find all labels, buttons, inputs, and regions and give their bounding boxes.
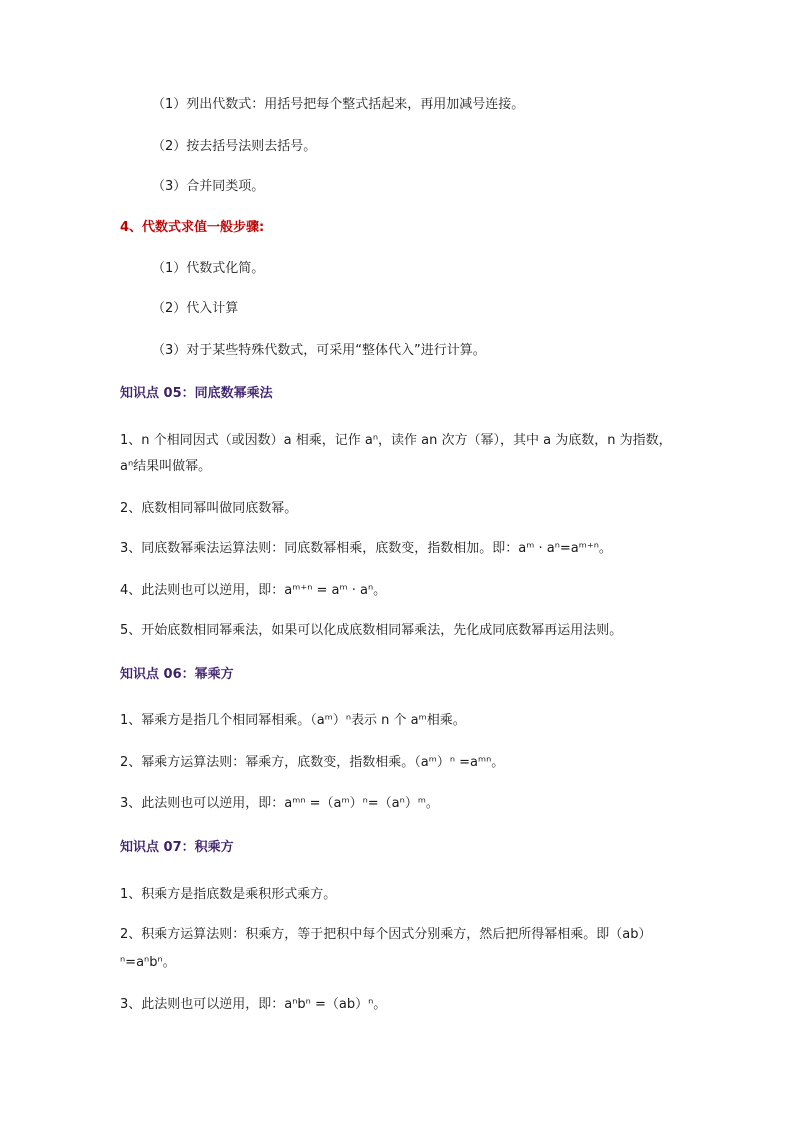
kp06-item-1: 1、幂乘方是指几个相同幂相乘。（aᵐ）ⁿ表示 n 个 aᵐ相乘。 xyxy=(120,713,466,728)
kp05-item-1: 1、n 个相同因式（或因数）a 相乘，记作 aⁿ，读作 an 次方（幂），其中 a 为底数，n 为指数， xyxy=(120,433,672,448)
kp06-item-3: 3、此法则也可以逆用，即：aᵐⁿ =（aᵐ）ⁿ=（aⁿ）ᵐ。 xyxy=(120,796,439,811)
step-item: （1）代数式化简。 xyxy=(152,261,265,276)
section-heading-evaluation: 4、代数式求值一般步骤: xyxy=(120,220,265,235)
step-item: （2）代入计算 xyxy=(152,301,239,316)
kp07-item-3: 3、此法则也可以逆用，即：aⁿbⁿ =（ab）ⁿ。 xyxy=(120,997,387,1012)
step-item: （3）合并同类项。 xyxy=(152,179,265,194)
kp07-item-1: 1、积乘方是指底数是乘积形式乘方。 xyxy=(120,887,337,902)
step-item: （3）对于某些特殊代数式，可采用“整体代入”进行计算。 xyxy=(152,343,486,358)
knowledge-point-05-heading: 知识点 05：同底数幂乘法 xyxy=(120,386,273,401)
kp05-item-3: 3、同底数幂乘法运算法则：同底数幂相乘，底数变，指数相加。即：aᵐ · aⁿ=aᵐ⁺ⁿ。 xyxy=(120,541,612,556)
step-item: （2）按去括号法则去括号。 xyxy=(152,139,317,154)
kp05-item-1-continued: aⁿ结果叫做幂。 xyxy=(120,459,212,474)
kp07-item-2-continued: ⁿ=aⁿbⁿ。 xyxy=(120,955,176,970)
knowledge-point-07-heading: 知识点 07：积乘方 xyxy=(120,840,234,855)
kp05-item-2: 2、底数相同幂叫做同底数幂。 xyxy=(120,501,298,516)
knowledge-point-06-heading: 知识点 06：幂乘方 xyxy=(120,667,234,682)
step-list-polynomial: （1）列出代数式：用括号把每个整式括起来，再用加减号连接。 xyxy=(152,97,525,112)
kp06-item-2: 2、幂乘方运算法则：幂乘方，底数变，指数相乘。（aᵐ）ⁿ =aᵐⁿ。 xyxy=(120,755,505,770)
kp07-item-2: 2、积乘方运算法则：积乘方，等于把积中每个因式分别乘方，然后把所得幂相乘。即（ab） xyxy=(120,927,652,942)
kp05-item-4: 4、此法则也可以逆用，即：aᵐ⁺ⁿ = aᵐ · aⁿ。 xyxy=(120,583,387,598)
kp05-item-5: 5、开始底数相同幂乘法，如果可以化成底数相同幂乘法，先化成同底数幂再运用法则。 xyxy=(120,623,623,638)
